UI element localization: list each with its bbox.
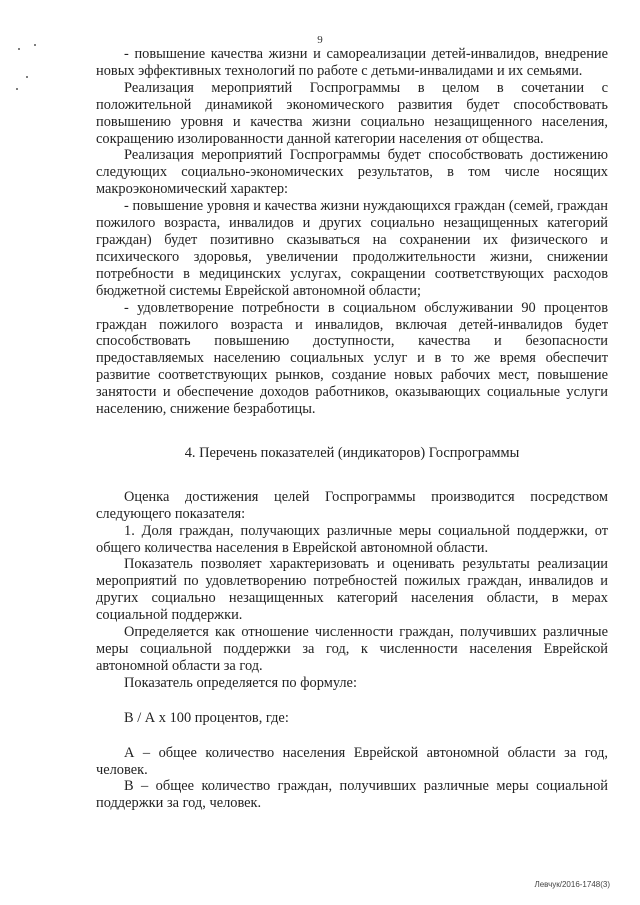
formula: В / А х 100 процентов, где: <box>124 709 289 726</box>
paragraph: Показатель позволяет характеризовать и оценивать результаты реализации мероприятий по удовлетворению потребностей пожилых граждан, инвалидов и других социально незащищенных категорий населения области, в мерах социальной поддержки. <box>96 556 608 624</box>
paragraph: Показатель определяется по формуле: <box>124 674 357 691</box>
section-heading: 4. Перечень показателей (индикаторов) Госпрограммы <box>184 444 520 461</box>
scan-speck <box>34 44 36 46</box>
paragraph: Определяется как отношение численности граждан, получивших различные меры социальной поддержки за год, к численности населения Еврейской автономной области за год. <box>96 624 608 674</box>
paragraph: В – общее количество граждан, получивших различные меры социальной поддержки за год, человек. <box>96 778 608 812</box>
scan-speck <box>26 76 28 78</box>
document-body <box>96 46 608 812</box>
paragraph: - повышение уровня и качества жизни нуждающихся граждан (семей, граждан пожилого возраста, инвалидов и других социально незащищенных категорий граждан) будет позитивно сказываться на сохранении их физического и психического здоровья, увеличении продолжительности жизни, снижении потребности в медицинских услугах, сокращении соответствующих расходов бюджетной системы Еврейской автономной области; <box>96 198 608 299</box>
footer-document-code: Левчук/2016-1748(3) <box>534 880 610 889</box>
page-number: 9 <box>317 34 323 46</box>
scan-speck <box>16 88 18 90</box>
paragraph: Реализация мероприятий Госпрограммы в целом в сочетании с положительной динамикой экономического развития будет способствовать повышению уровня и качества жизни социально незащищенного населения, сокращению изолированности данной категории населения от общества. <box>96 79 608 147</box>
paragraph: - удовлетворение потребности в социальном обслуживании 90 процентов граждан пожилого возраста и инвалидов, включая детей-инвалидов будет способствовать повышению доступности, качества и безопасности предоставляемых населению социальных услуг и в то же время обеспечит развитие соответствующих рынков, создание новых рабочих мест, повышение занятости и обеспечение доходов работников, оказывающих социальные услуги населению, снижение безработицы. <box>96 299 608 418</box>
paragraph: А – общее количество населения Еврейской автономной области за год, человек. <box>96 744 608 778</box>
paragraph: - повышение качества жизни и самореализации детей-инвалидов, внедрение новых эффективных технологий по работе с детьми-инвалидами и их семьями. <box>96 46 608 79</box>
scan-speck <box>18 48 20 50</box>
paragraph: Оценка достижения целей Госпрограммы производится посредством следующего показателя: <box>96 488 608 522</box>
paragraph: 1. Доля граждан, получающих различные меры социальной поддержки, от общего количества населения в Еврейской автономной области. <box>96 522 608 556</box>
paragraph: Реализация мероприятий Госпрограммы будет способствовать достижению следующих социально-экономических результатов, в том числе носящих макроэкономический характер: <box>96 147 608 198</box>
